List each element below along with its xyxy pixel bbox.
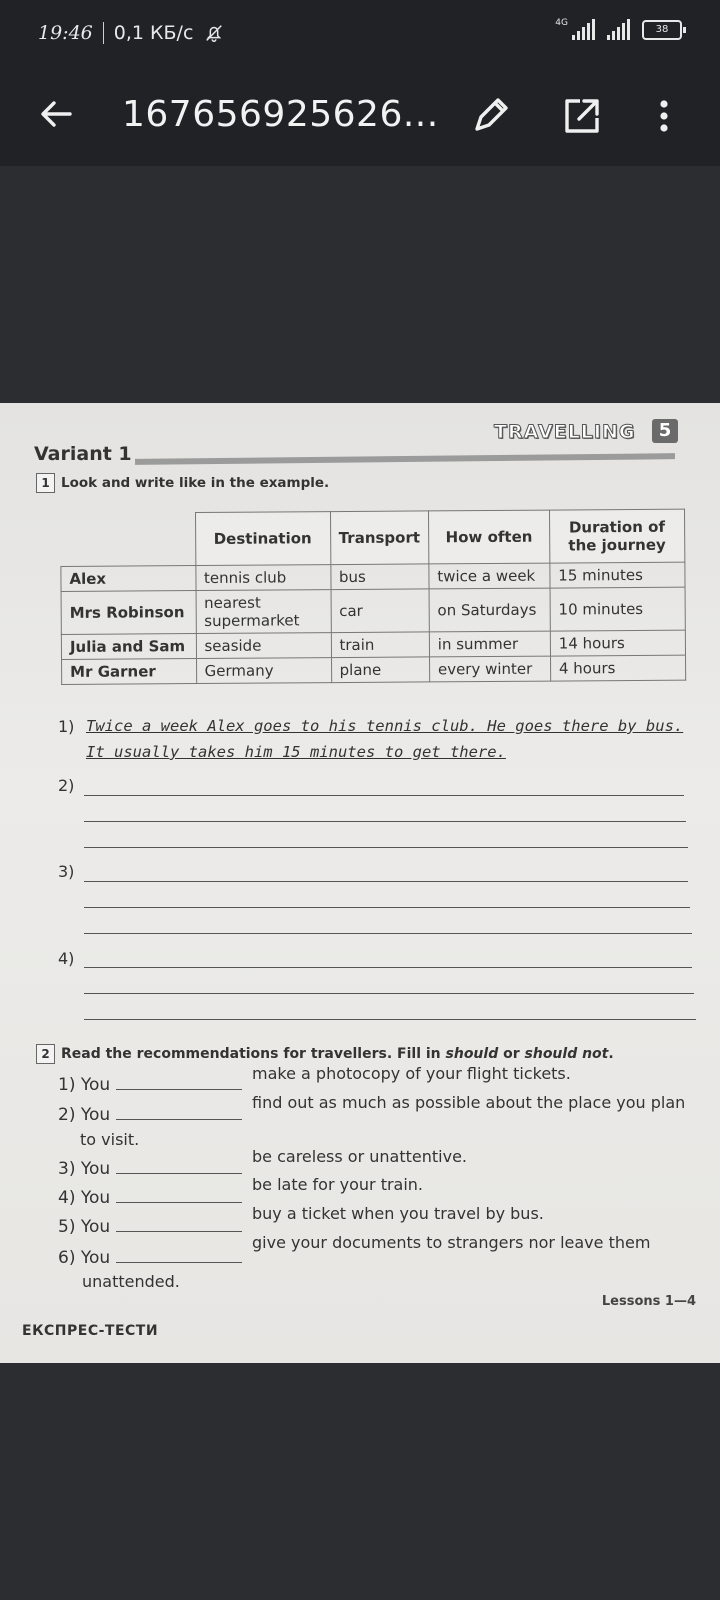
table-header-cell: How often	[428, 510, 549, 564]
publisher-label: ЕКСПРЕС-ТЕСТИ	[22, 1323, 159, 1339]
signal-icon	[572, 18, 595, 40]
item-number: 2)	[58, 1105, 76, 1125]
file-title: 167656925626...	[122, 94, 439, 135]
table-cell: tennis club	[195, 565, 330, 591]
answer-number: 4)	[58, 949, 75, 968]
table-cell: Mrs Robinson	[61, 591, 196, 635]
item-number: 5)	[58, 1217, 76, 1237]
item-number: 3)	[58, 1159, 76, 1179]
table-cell: Germany	[196, 658, 331, 684]
network-type-label: 4G	[555, 18, 568, 28]
table-header-cell: Duration of the journey	[549, 509, 684, 563]
recommendation-item	[58, 1188, 248, 1208]
table-row	[62, 655, 686, 684]
blank-field[interactable]	[116, 1262, 242, 1263]
table-row	[61, 587, 685, 634]
item-you: You	[80, 1248, 111, 1268]
table-cell: plane	[331, 657, 430, 683]
item-you: You	[80, 1105, 111, 1125]
lessons-label: Lessons 1—4	[601, 1294, 696, 1309]
table-cell: train	[331, 632, 430, 658]
item-you: You	[80, 1159, 111, 1179]
item-number: 6)	[58, 1248, 76, 1268]
section-title: TRAVELLING	[494, 421, 636, 443]
task2-should: should	[445, 1046, 499, 1062]
status-time: 19:46	[38, 22, 93, 44]
answer-line[interactable]	[84, 821, 686, 822]
table-cell: every winter	[429, 656, 550, 682]
recommendation-item	[58, 1075, 248, 1095]
notifications-off-icon	[203, 22, 225, 44]
table-cell: seaside	[196, 633, 331, 659]
task2-period: .	[608, 1046, 614, 1062]
task1-number: 1	[36, 473, 55, 493]
blank-field[interactable]	[116, 1202, 242, 1203]
app-bar	[0, 70, 720, 166]
table-cell: Alex	[61, 566, 196, 592]
section-number-badge: 5	[652, 419, 678, 443]
item-number: 1)	[58, 1075, 76, 1095]
answer-number: 2)	[58, 776, 75, 795]
task2-number: 2	[36, 1044, 55, 1064]
task2-instruction-text: Read the recommendations for travellers. Fill in	[61, 1046, 446, 1062]
blank-field[interactable]	[116, 1089, 242, 1090]
table-header-row	[61, 509, 685, 566]
schedule-table	[60, 509, 686, 685]
table-cell: 15 minutes	[550, 562, 685, 588]
task2-should-not: should not	[524, 1046, 609, 1062]
table-cell: on Saturdays	[429, 588, 550, 632]
status-right	[547, 18, 682, 40]
status-separator	[103, 22, 104, 44]
edit-pencil-icon[interactable]	[468, 94, 512, 138]
heading-rule	[135, 453, 675, 465]
variant-heading: Variant 1	[34, 443, 132, 465]
battery-level: 38	[655, 24, 669, 35]
item-text-continued: to visit.	[80, 1130, 140, 1149]
recommendation-item	[58, 1217, 248, 1237]
blank-field[interactable]	[116, 1119, 242, 1120]
item-text: buy a ticket when you travel by bus.	[252, 1204, 544, 1223]
answer-line[interactable]	[84, 881, 688, 882]
table-cell: car	[331, 589, 430, 633]
answer-line[interactable]	[84, 795, 684, 796]
table-header-cell: Destination	[195, 512, 330, 566]
table-cell: bus	[330, 564, 429, 590]
blank-field[interactable]	[116, 1173, 242, 1174]
table-cell: twice a week	[429, 563, 550, 589]
table-cell: Julia and Sam	[61, 634, 196, 660]
signal-icon-2	[607, 18, 630, 40]
answer-line[interactable]	[84, 847, 688, 848]
item-you: You	[80, 1075, 111, 1095]
answer-number: 3)	[58, 862, 75, 881]
battery-icon	[642, 20, 682, 40]
open-external-icon[interactable]	[560, 94, 604, 138]
blank-field[interactable]	[116, 1231, 242, 1232]
item-text-continued: unattended.	[82, 1272, 180, 1291]
table-header-cell: Transport	[330, 511, 429, 565]
table-header-cell	[61, 513, 196, 567]
item-text: be careless or unattentive.	[252, 1147, 467, 1166]
recommendation-item	[58, 1105, 248, 1125]
answer-line[interactable]	[84, 1019, 696, 1020]
item-you: You	[80, 1188, 111, 1208]
example-line-1: Twice a week Alex goes to his tennis club. He goes there by bus.	[86, 717, 684, 735]
table-cell: Mr Garner	[62, 659, 197, 685]
task1-instruction	[36, 473, 329, 493]
recommendation-item	[58, 1248, 248, 1268]
answer-line[interactable]	[84, 967, 692, 968]
item-text: make a photocopy of your flight tickets.	[252, 1064, 571, 1083]
table-cell: in summer	[429, 631, 550, 657]
table-cell: 10 minutes	[550, 587, 685, 631]
answer-line[interactable]	[84, 907, 690, 908]
status-net-speed: 0,1 КБ/с	[113, 22, 194, 44]
item-text: be late for your train.	[252, 1175, 424, 1194]
item-you: You	[80, 1217, 111, 1237]
example-line-2: It usually takes him 15 minutes to get there.	[86, 743, 506, 761]
answer-line[interactable]	[84, 933, 692, 934]
table-cell: nearest supermarket	[196, 590, 331, 634]
task1-instruction-text: Look and write like in the example.	[61, 475, 330, 491]
item-number: 4)	[58, 1188, 76, 1208]
more-vert-icon[interactable]	[642, 94, 686, 138]
item-text: give your documents to strangers nor leave them	[252, 1233, 651, 1252]
task2-or: or	[498, 1046, 525, 1062]
back-arrow-icon[interactable]	[34, 92, 78, 136]
status-bar	[0, 0, 720, 70]
answer-line[interactable]	[84, 993, 694, 994]
item-text: find out as much as possible about the place you plan	[252, 1093, 686, 1112]
task2-instruction	[36, 1044, 614, 1064]
example-number: 1)	[58, 717, 75, 736]
status-left	[38, 22, 225, 44]
recommendation-item	[58, 1159, 248, 1179]
worksheet-image[interactable]	[0, 403, 720, 1363]
table-cell: 14 hours	[550, 630, 685, 656]
table-cell: 4 hours	[550, 655, 685, 681]
